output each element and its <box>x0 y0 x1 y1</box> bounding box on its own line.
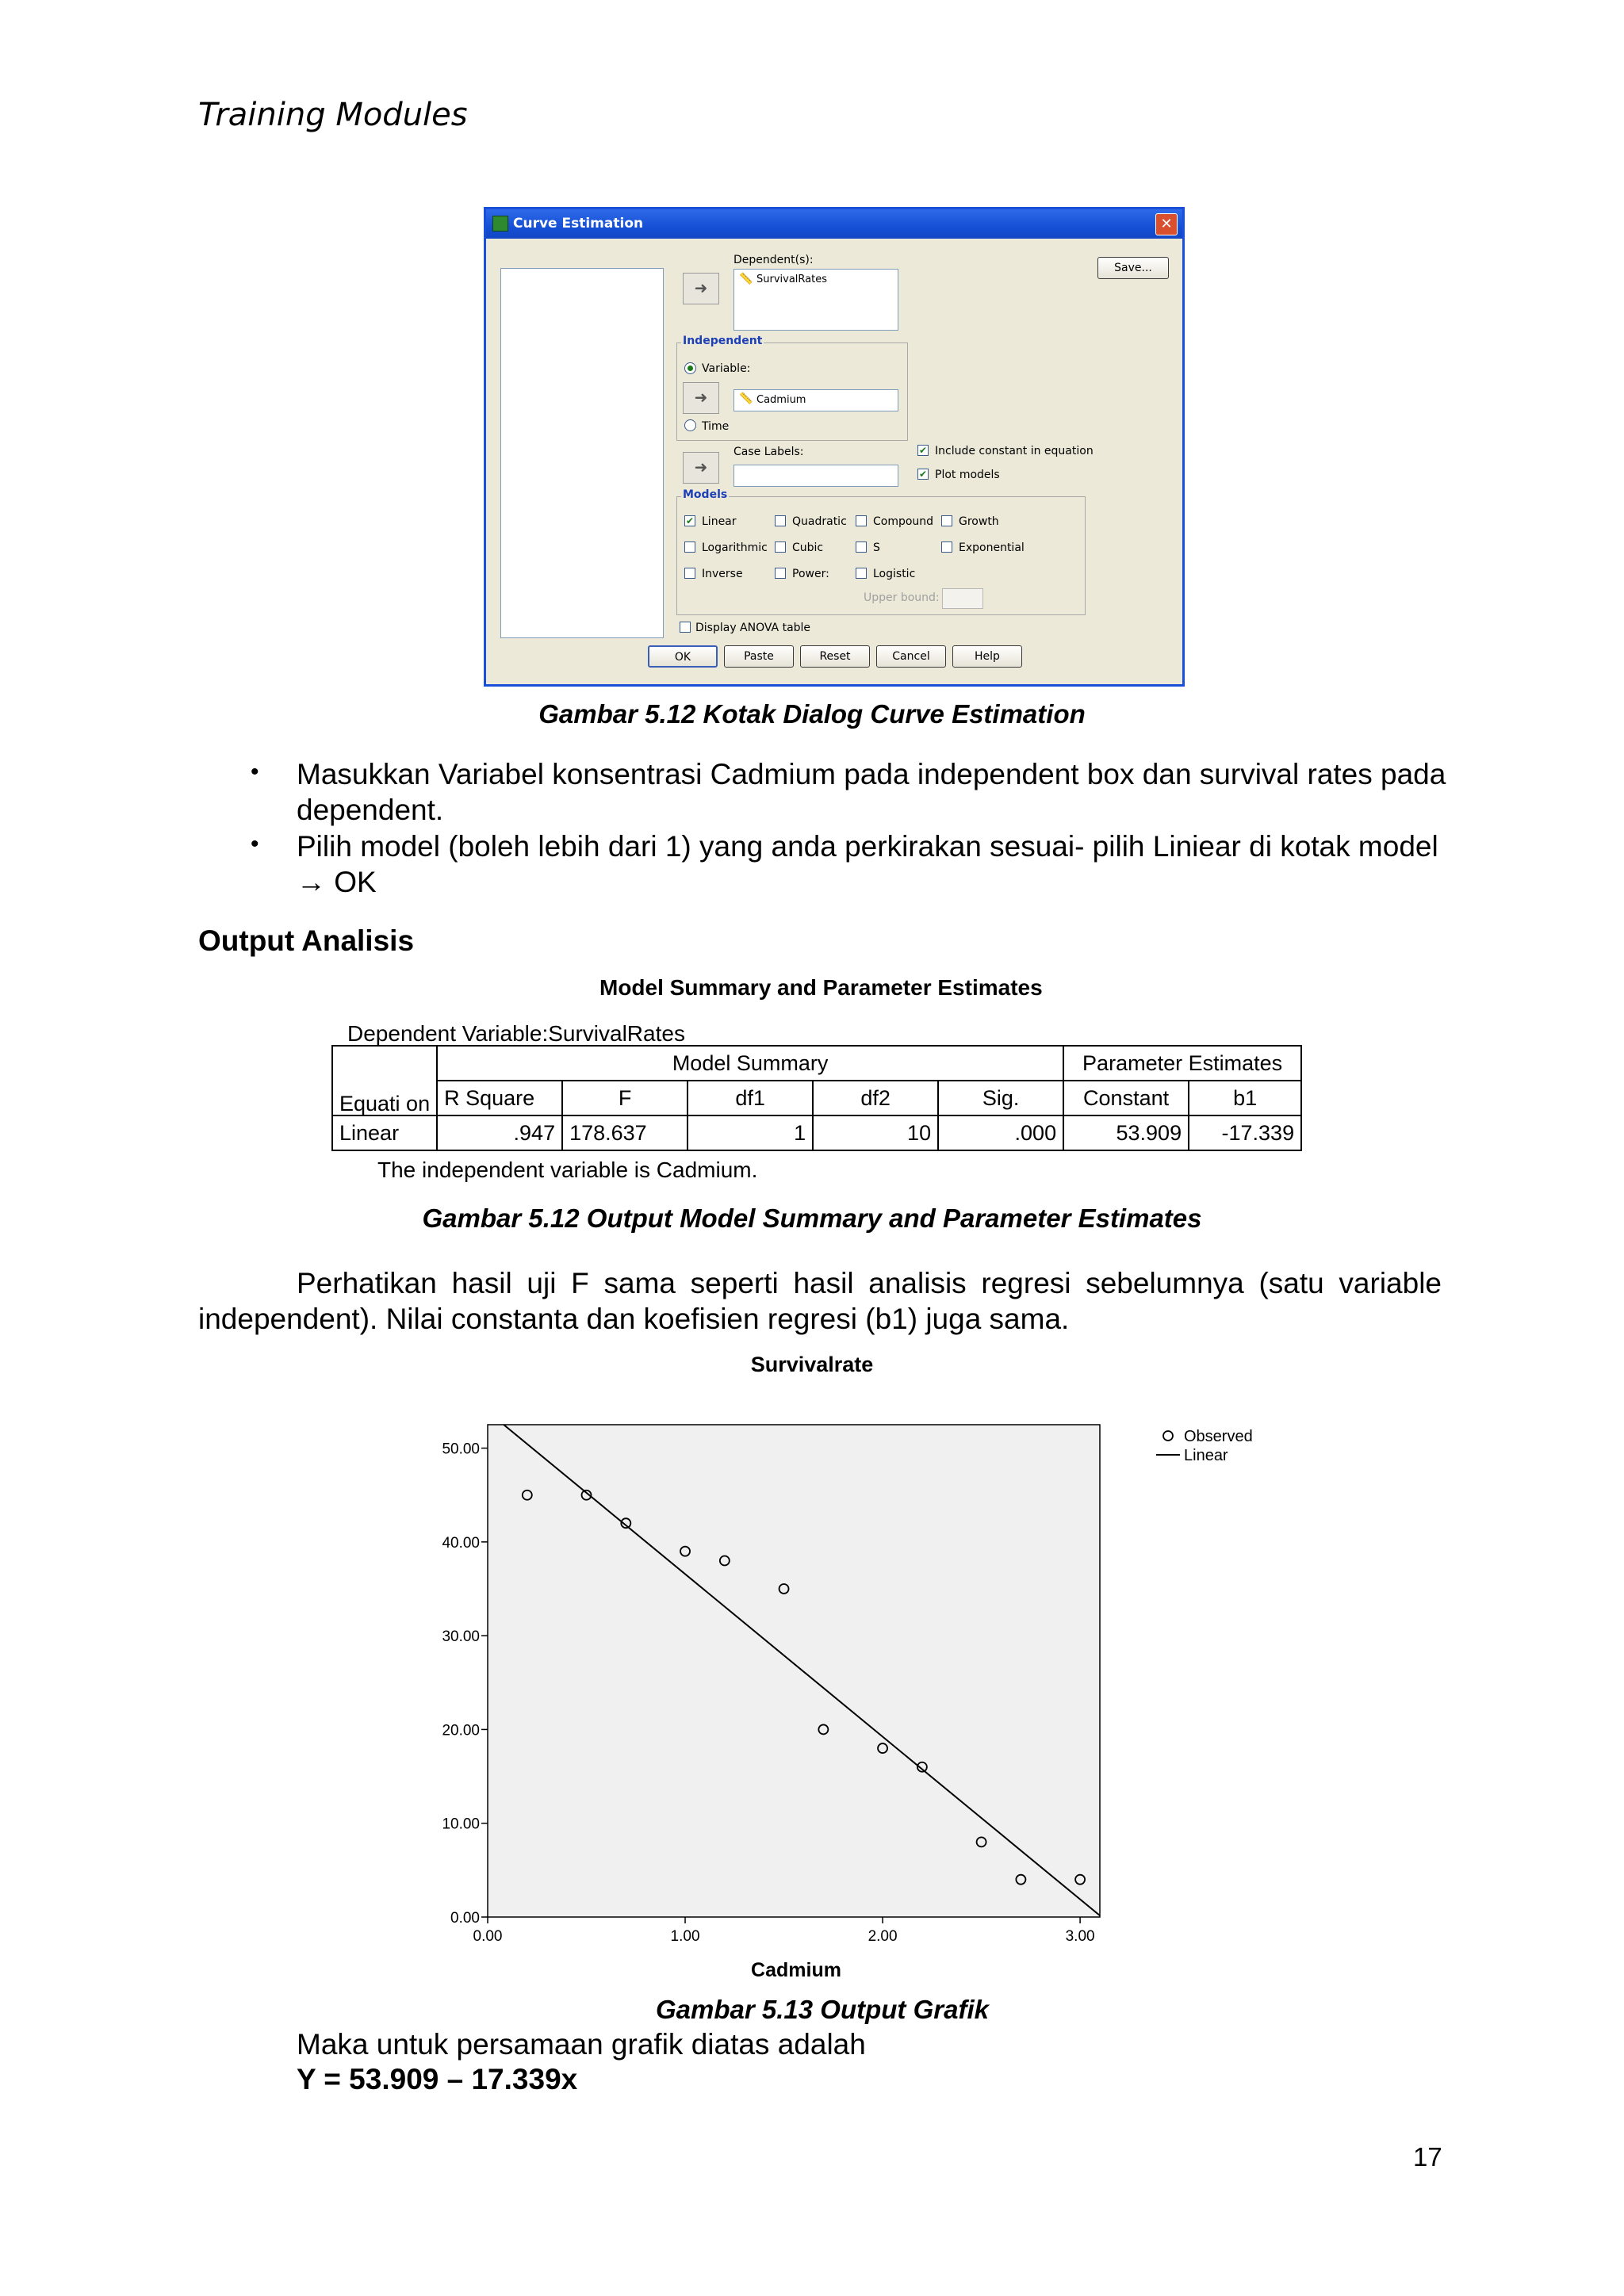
cubic-label: Cubic <box>792 541 824 554</box>
bullet-marker: • <box>251 759 259 785</box>
table-cell: 178.637 <box>562 1115 688 1150</box>
legend-observed-label: Observed <box>1184 1428 1253 1445</box>
inverse-label: Inverse <box>702 568 743 580</box>
table-footnote: The independent variable is Cadmium. <box>377 1158 758 1182</box>
table-header-cell: F <box>562 1081 688 1115</box>
table-header-cell: df1 <box>688 1081 813 1115</box>
close-icon[interactable]: ✕ <box>1155 213 1178 235</box>
table-header-cell: R Square <box>437 1081 562 1115</box>
independent-variable-item[interactable]: Cadmium <box>756 394 806 406</box>
x-tick-label: 2.00 <box>868 1928 898 1945</box>
equation-header: Equati on <box>332 1046 437 1115</box>
linear-checkbox[interactable]: ✔ <box>685 515 695 526</box>
table-cell: 53.909 <box>1063 1115 1189 1150</box>
move-dependent-arrow-icon[interactable]: ➜ <box>683 273 719 304</box>
cancel-button[interactable]: Cancel <box>876 645 946 668</box>
table-title: Model Summary and Parameter Estimates <box>599 975 1043 1000</box>
upper-bound-label: Upper bound: <box>864 591 940 604</box>
table-cell: .000 <box>938 1115 1063 1150</box>
chart-legend <box>1156 1428 1253 1464</box>
x-tick-label: 3.00 <box>1065 1928 1095 1945</box>
dependent-variable-item[interactable]: SurvivalRates <box>756 274 827 285</box>
independent-group-label: Independent <box>683 335 763 347</box>
move-case-labels-arrow-icon[interactable]: ➜ <box>683 452 719 484</box>
figure-caption-table: Gambar 5.12 Output Model Summary and Parameter Estimates <box>422 1203 1202 1233</box>
table-cell: 1 <box>688 1115 813 1150</box>
logarithmic-label: Logarithmic <box>702 541 768 554</box>
y-tick-label: 30.00 <box>442 1628 480 1646</box>
table-cell: -17.339 <box>1189 1115 1301 1150</box>
table-cell: .947 <box>437 1115 562 1150</box>
power-label: Power: <box>792 568 829 580</box>
legend-linear-label: Linear <box>1184 1447 1228 1464</box>
table-header-cell: Sig. <box>938 1081 1063 1115</box>
exponential-label: Exponential <box>959 541 1025 554</box>
quadratic-label: Quadratic <box>792 515 847 528</box>
case-labels-label: Case Labels: <box>733 446 804 458</box>
dependent-label: Dependent(s): <box>733 254 814 266</box>
body-paragraph: Perhatikan hasil uji F sama seperti hasil analisis regresi sebelumnya (satu variable independent). Nilai constanta dan koefisien regresi (b1) juga sama. <box>198 1267 1442 1335</box>
include-constant-checkbox[interactable]: ✔ <box>918 445 928 456</box>
x-tick-label: 1.00 <box>670 1928 700 1945</box>
parameter-estimates-header: Parameter Estimates <box>1063 1046 1301 1081</box>
bullet-item: Pilih model (boleh lebih dari 1) yang anda perkirakan sesuai- pilih Liniear di kotak model → OK <box>297 830 1438 898</box>
plot-models-label: Plot models <box>935 469 1000 481</box>
display-anova-label: Display ANOVA table <box>695 622 811 634</box>
regression-equation: Y = 53.909 – 17.339x <box>297 2063 578 2095</box>
plot-models-checkbox[interactable]: ✔ <box>918 469 928 480</box>
paste-button[interactable]: Paste <box>724 645 794 668</box>
figure-caption-dialog: Gambar 5.12 Kotak Dialog Curve Estimation <box>538 699 1086 729</box>
logistic-label: Logistic <box>873 568 916 580</box>
legend-observed-marker <box>1163 1431 1173 1441</box>
chart-title: Survivalrate <box>750 1353 874 1376</box>
bullet-marker: • <box>251 831 259 857</box>
linear-label: Linear <box>702 515 737 528</box>
table-header-cell: b1 <box>1189 1081 1301 1115</box>
s-label: S <box>873 541 880 554</box>
table-row-label: Linear <box>332 1115 437 1150</box>
section-heading: Output Analisis <box>198 924 415 957</box>
reset-button[interactable]: Reset <box>800 645 870 668</box>
running-header: Training Modules <box>198 97 468 133</box>
conclusion-text: Maka untuk persamaan grafik diatas adalah <box>297 2028 866 2061</box>
plot-area <box>488 1425 1100 1917</box>
y-tick-label: 40.00 <box>442 1534 480 1552</box>
time-radio-label: Time <box>702 420 730 433</box>
models-group-label: Models <box>683 488 728 501</box>
y-tick-label: 0.00 <box>450 1910 480 1927</box>
table-header-cell: Constant <box>1063 1081 1189 1115</box>
table-header-cell: df2 <box>813 1081 938 1115</box>
y-tick-label: 20.00 <box>442 1722 480 1739</box>
help-button[interactable]: Help <box>952 645 1022 668</box>
table-cell: 10 <box>813 1115 938 1150</box>
table-subtitle: Dependent Variable:SurvivalRates <box>347 1021 685 1046</box>
y-tick-label: 10.00 <box>442 1816 480 1833</box>
ruler-icon: 📏 <box>739 392 753 405</box>
save-button[interactable]: Save... <box>1097 257 1169 279</box>
x-tick-label: 0.00 <box>473 1928 503 1945</box>
move-independent-arrow-icon[interactable]: ➜ <box>683 382 719 414</box>
dialog-title: Curve Estimation <box>513 216 644 232</box>
figure-caption-chart: Gambar 5.13 Output Grafik <box>656 1995 989 2024</box>
x-axis-label: Cadmium <box>751 1959 841 1981</box>
page-number: 17 <box>1413 2142 1442 2172</box>
y-tick-label: 50.00 <box>442 1441 480 1458</box>
growth-label: Growth <box>959 515 999 528</box>
include-constant-label: Include constant in equation <box>935 445 1094 457</box>
compound-label: Compound <box>873 515 934 528</box>
ok-button[interactable]: OK <box>648 645 718 668</box>
bullet-item: Masukkan Variabel konsentrasi Cadmium pada independent box dan survival rates pada dependent. <box>297 758 1446 826</box>
model-summary-header: Model Summary <box>437 1046 1063 1081</box>
ruler-icon: 📏 <box>739 273 753 285</box>
variable-radio-label: Variable: <box>702 362 751 375</box>
